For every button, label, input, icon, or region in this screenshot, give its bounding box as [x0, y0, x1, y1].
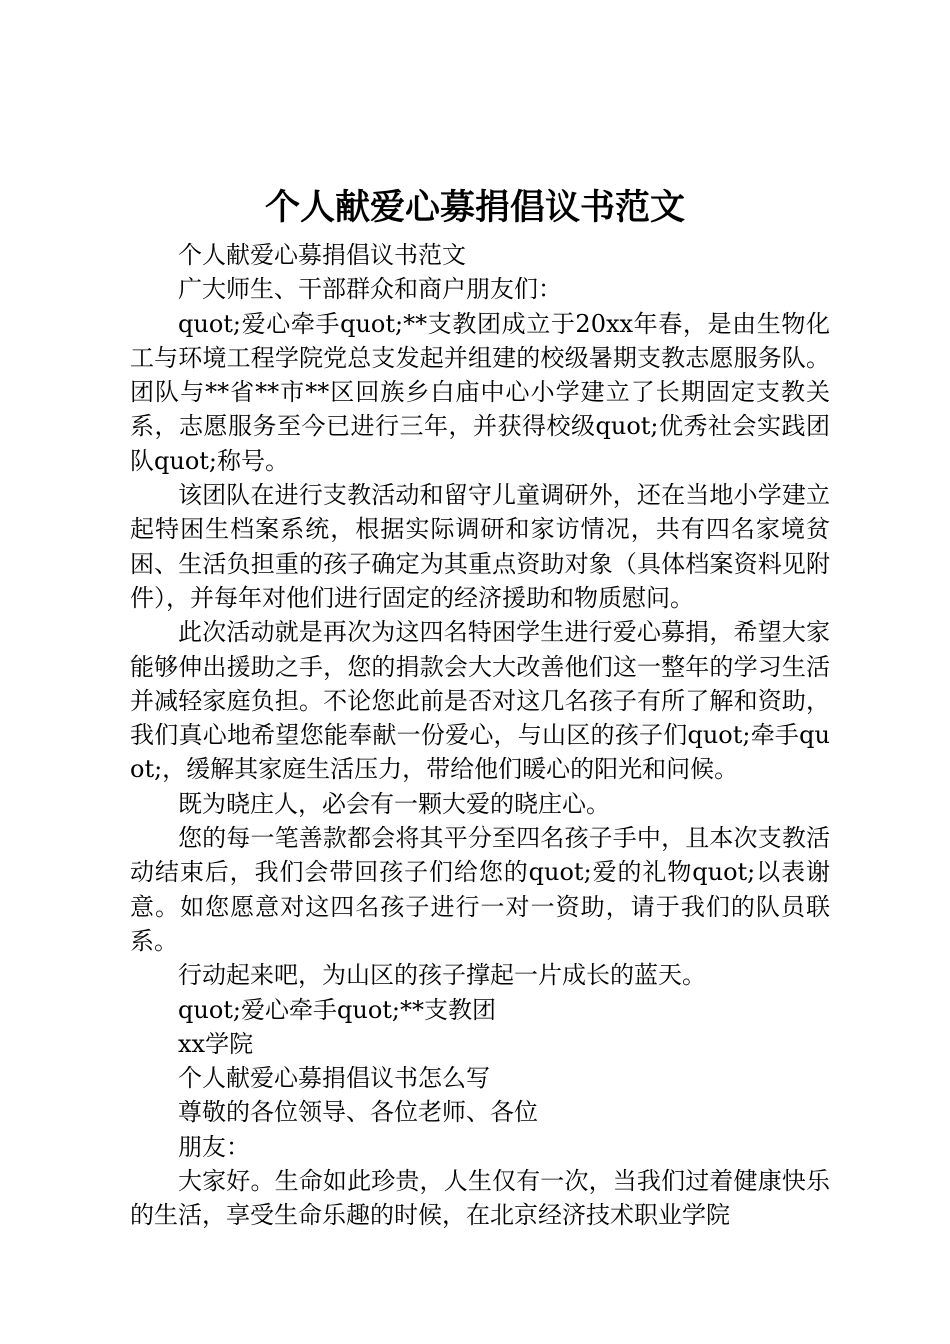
paragraph-second-salutation-cont: 朋友：: [178, 1132, 250, 1161]
paragraph-team-intro: quot;爱心牵手quot;**支教团成立于20xx年春，是由生物化工与环境工程学院党总支发起并组建的校级暑期支教志愿服务队。团队与**省**市**区回族乡白庙中心小学建立了长期固定支教关系，志愿服务至今已进行三年，并获得校级quot;优秀社会实践团队quot;称号。: [130, 309, 830, 475]
document-body: [130, 238, 830, 1233]
paragraph-second-body: 大家好。生命如此珍贵，人生仅有一次，当我们过着健康快乐的生活，享受生命乐趣的时候，在北京经济技术职业学院: [130, 1167, 830, 1230]
paragraph-second-salutation: 尊敬的各位领导、各位老师、各位: [178, 1098, 538, 1127]
paragraph-salutation: 广大师生、干部群众和商户朋友们：: [178, 275, 562, 304]
paragraph-second-heading: 个人献爱心募捐倡议书怎么写: [178, 1064, 490, 1093]
paragraph-xiaozhuang: 既为晓庄人，必会有一颗大爱的晓庄心。: [178, 789, 610, 818]
paragraph-donation-use: 您的每一笔善款都会将其平分至四名孩子手中，且本次支教活动结束后，我们会带回孩子们给您的quot;爱的礼物quot;以表谢意。如您愿意对这四名孩子进行一对一资助，请于我们的队员联系。: [130, 824, 830, 955]
paragraph-subtitle: 个人献爱心募捐倡议书范文: [178, 241, 466, 269]
paragraph-team-work: 该团队在进行支教活动和留守儿童调研外，还在当地小学建立起特困生档案系统，根据实际调研和家访情况，共有四名家境贫困、生活负担重的孩子确定为其重点资助对象（具体档案资料见附件），并每年对他们进行固定的经济援助和物质慰问。: [130, 481, 830, 612]
paragraph-signature-college: xx学院: [178, 1029, 254, 1058]
paragraph-appeal: 此次活动就是再次为这四名特困学生进行爱心募捐，希望大家能够伸出援助之手，您的捐款会大大改善他们这一整年的学习生活并减轻家庭负担。不论您此前是否对这几名孩子有所了解和资助，我们真心地希望您能奉献一份爱心，与山区的孩子们quot;牵手quot;，缓解其家庭生活压力，带给他们暖心的阳光和问候。: [130, 618, 830, 784]
document-title: 个人献爱心募捐倡议书范文: [264, 187, 685, 228]
paragraph-signature-team: quot;爱心牵手quot;**支教团: [178, 995, 496, 1024]
paragraph-call-to-action: 行动起来吧，为山区的孩子撑起一片成长的蓝天。: [178, 961, 706, 990]
